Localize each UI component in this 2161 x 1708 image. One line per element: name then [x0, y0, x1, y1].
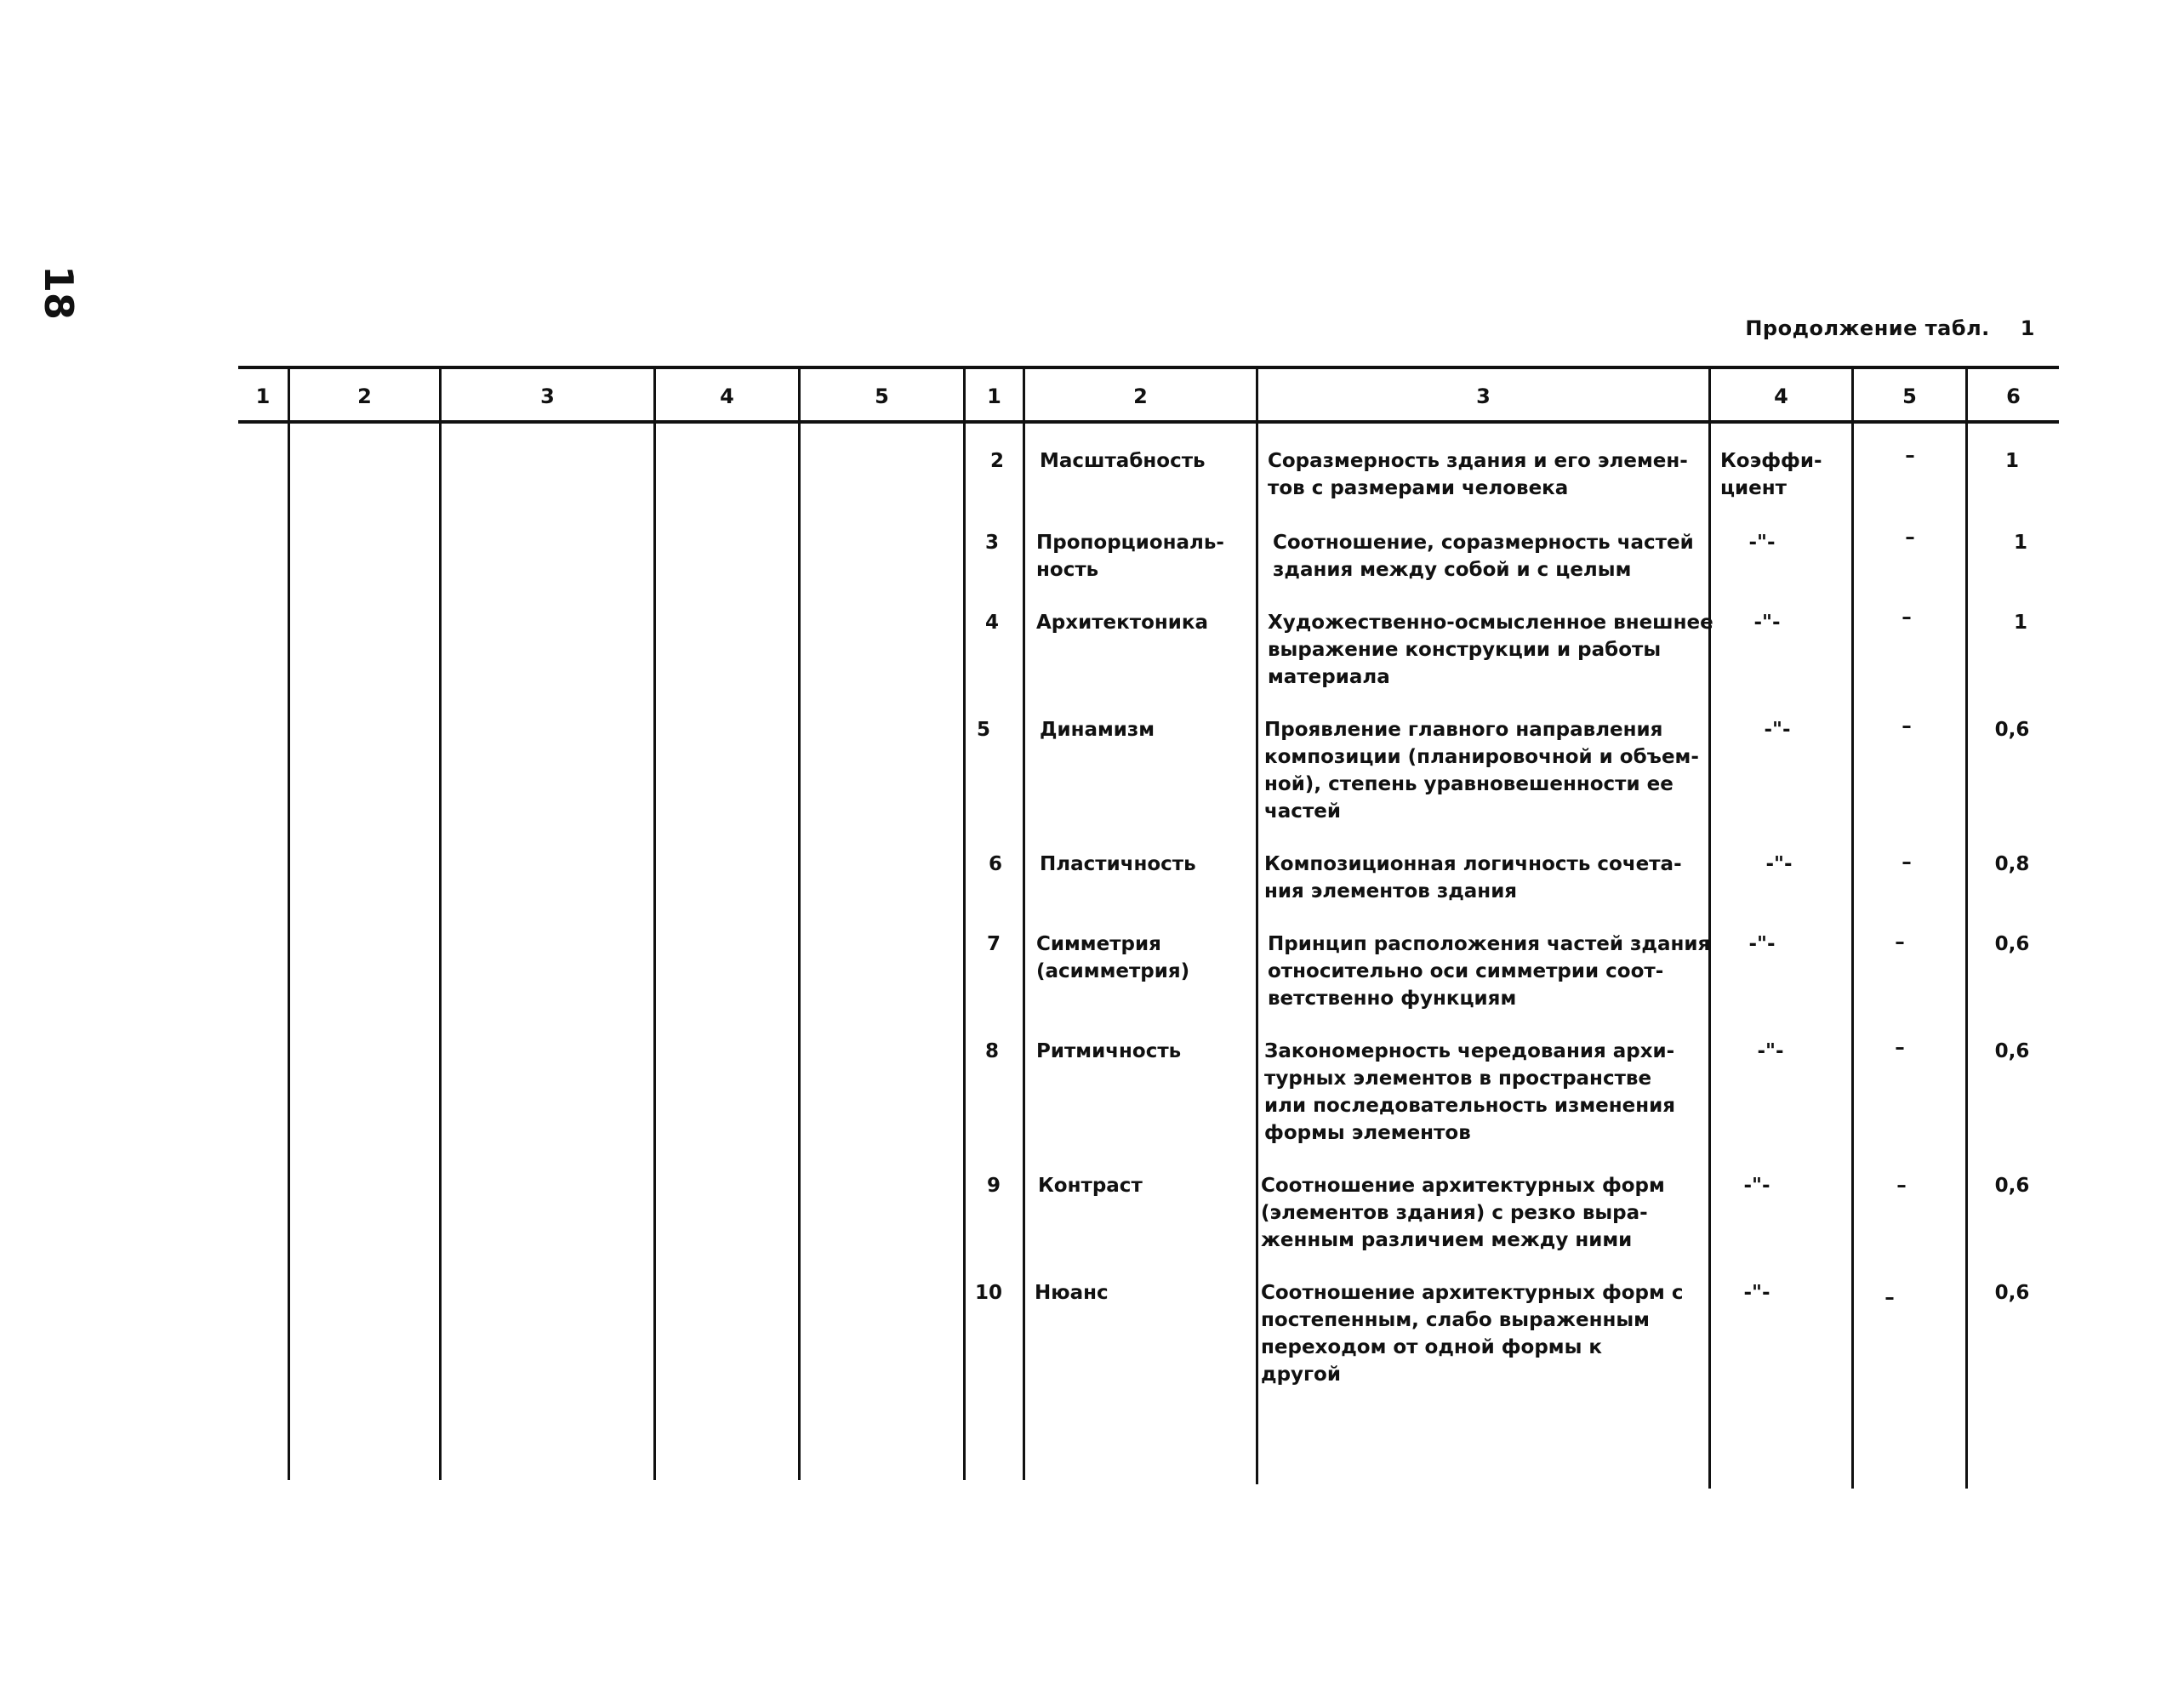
- header-cell-1b: 1: [987, 384, 1001, 408]
- row-col5: –: [1895, 931, 1905, 954]
- row-col5: –: [1905, 445, 1915, 467]
- row-col5: –: [1896, 1175, 1907, 1197]
- row-unit: -"-: [1748, 933, 1776, 955]
- row-description: Художественно-осмысленное внешнее выражение конструкции и работы материала: [1268, 612, 1713, 688]
- row-coefficient: 1: [2004, 450, 2019, 472]
- row-number: 10: [974, 1282, 1002, 1304]
- row-col5: –: [1895, 1037, 1905, 1059]
- row-number: 7: [986, 933, 1001, 955]
- row-col5: –: [1902, 606, 1912, 629]
- row-coefficient: 0,6: [1994, 719, 2030, 741]
- row-description: Соотношение, соразмерность частей здания между собой и с целым: [1273, 532, 1694, 581]
- column-divider: [439, 366, 442, 1480]
- caption-table-number: 1: [2020, 316, 2035, 340]
- row-unit: -"-: [1748, 532, 1776, 554]
- row-col5: –: [1884, 1287, 1895, 1309]
- column-divider: [288, 366, 290, 1480]
- caption-label: Продолжение табл.: [1745, 316, 1990, 340]
- row-description: Соотношение архитектурных форм с постепенным, слабо выраженным переходом от одной формы к другой: [1261, 1282, 1684, 1386]
- column-divider: [653, 366, 656, 1480]
- column-divider: [1965, 366, 1968, 1489]
- header-cell-4: 4: [720, 384, 734, 408]
- row-name: Ритмичность: [1036, 1040, 1182, 1062]
- row-description: Соразмерность здания и его элемен- тов с размерами человека: [1268, 450, 1688, 499]
- row-name: Симметрия (асимметрия): [1036, 933, 1190, 982]
- header-cell-3b: 3: [1476, 384, 1491, 408]
- row-unit: Коэффи- циент: [1720, 450, 1822, 499]
- row-number: 8: [984, 1040, 999, 1062]
- row-description: Принцип расположения частей здания относительно оси симметрии соот- ветственно функциям: [1268, 933, 1711, 1010]
- row-unit: -"-: [1764, 719, 1791, 741]
- row-number: 6: [988, 853, 1002, 875]
- column-divider: [1023, 366, 1025, 1480]
- row-description: Проявление главного направления композиции (планировочной и объем- ной), степень уравновешенности ее частей: [1264, 719, 1699, 823]
- header-cell-2: 2: [357, 384, 372, 408]
- row-number: 5: [976, 719, 990, 741]
- table-caption: [1745, 316, 2035, 340]
- row-coefficient: 0,6: [1994, 1040, 2030, 1062]
- header-cell-5b: 5: [1902, 384, 1917, 408]
- row-description: Закономерность чередования архи- турных элементов в пространстве или последовательность изменения формы элементов: [1264, 1040, 1675, 1144]
- header-cell-1: 1: [255, 384, 271, 408]
- row-coefficient: 0,8: [1994, 853, 2030, 875]
- row-col5: –: [1902, 851, 1912, 874]
- column-divider: [1851, 366, 1854, 1489]
- column-divider: [798, 366, 801, 1480]
- row-name: Пропорциональ- ность: [1036, 532, 1224, 581]
- column-divider: [1708, 366, 1711, 1489]
- row-name: Нюанс: [1035, 1282, 1109, 1304]
- row-coefficient: 0,6: [1994, 1282, 2030, 1304]
- row-coefficient: 0,6: [1994, 933, 2030, 955]
- row-name: Масштабность: [1040, 450, 1206, 472]
- header-cell-2b: 2: [1133, 384, 1148, 408]
- row-unit: -"-: [1753, 612, 1781, 634]
- table-top-rule: [238, 366, 2059, 369]
- row-name: Архитектоника: [1036, 612, 1209, 634]
- header-cell-4b: 4: [1774, 384, 1788, 408]
- row-number: 4: [984, 612, 999, 634]
- row-number: 9: [986, 1175, 1001, 1197]
- row-coefficient: 1: [2013, 532, 2027, 554]
- column-divider: [1256, 366, 1258, 1484]
- row-name: Динамизм: [1040, 719, 1155, 741]
- row-unit: -"-: [1743, 1175, 1770, 1197]
- row-number: 3: [984, 532, 999, 554]
- row-description: Композиционная логичность сочета- ния элементов здания: [1264, 853, 1682, 902]
- row-name: Пластичность: [1040, 853, 1196, 875]
- row-number: 2: [989, 450, 1004, 472]
- row-unit: -"-: [1765, 853, 1793, 875]
- row-unit: -"-: [1743, 1282, 1770, 1304]
- header-cell-5: 5: [875, 384, 889, 408]
- row-col5: –: [1902, 715, 1912, 737]
- row-name: Контраст: [1038, 1175, 1143, 1197]
- header-cell-6b: 6: [2006, 384, 2021, 408]
- row-coefficient: 1: [2013, 612, 2027, 634]
- row-col5: –: [1905, 527, 1915, 549]
- header-cell-3: 3: [540, 384, 555, 408]
- row-description: Соотношение архитектурных форм (элементов здания) с резко выра- женным различием между ними: [1261, 1175, 1665, 1251]
- page-number: 18: [36, 265, 82, 321]
- row-unit: -"-: [1757, 1040, 1784, 1062]
- row-coefficient: 0,6: [1994, 1175, 2030, 1197]
